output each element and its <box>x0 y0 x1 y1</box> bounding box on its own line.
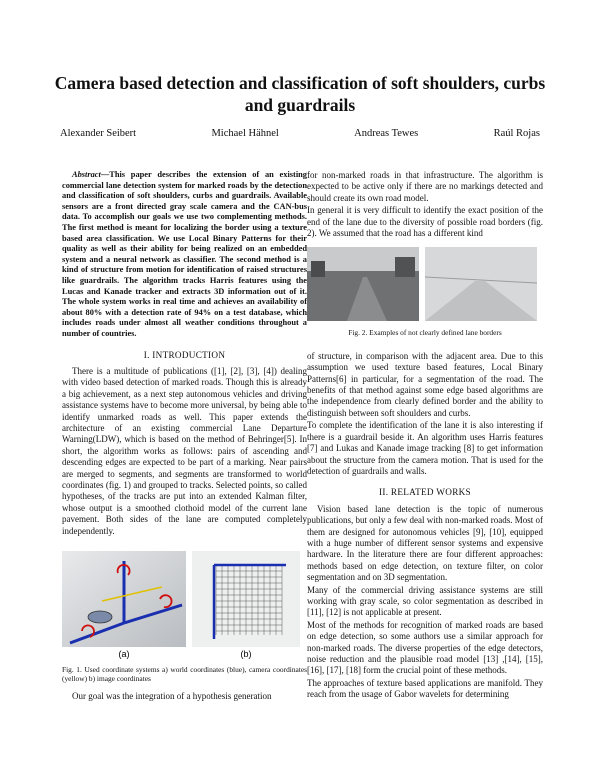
abstract-text: —This paper describes the extension of an existing commercial lane detection system for marked roads by the detection and classification of soft shoulders, curbs and guardrails. Available sensors are a front directed gray scale camera and the CAN-bus data. To accomplish our goals we use two complementing methods. The first method is meant for localizing the border using a texture based area classification. We use Local Binary Patterns for their quality as well as their ability for being realized on an embedded system and a neural network as classifier. The second method is a kind of structure from motion for identification of raised structures like guardrails. The algorithm tracks Harris features using the Lucas and Kanade tracker and extracts 3D information out of it. The whole system works in real time and achieves an availability of about 80% with a detection rate of 94% on a test database, which includes roads under almost all weather conditions throughout a number of countries. <box>62 170 307 338</box>
left-column <box>62 170 307 703</box>
abstract-label: Abstract <box>72 170 101 179</box>
related-paragraph-4: The approaches of texture based applications are manifold. They reach from the usage of Gabor wavelets for determining <box>307 677 543 700</box>
right-paragraph-1: for non-marked roads in that infrastructure. The algorithm is expected to be active only if there are no markings detected and should create its own road model. <box>307 170 543 203</box>
fig1a-label: (a) <box>118 649 130 659</box>
fig2-road-photo-1 <box>307 247 419 321</box>
related-paragraph-2: Many of the commercial driving assistance systems are still working with gray scale, so color segmentation as described in [11], [12] is not applicable at present. <box>307 584 543 618</box>
figure-2 <box>307 247 543 321</box>
section-heading-introduction: I. INTRODUCTION <box>143 349 226 360</box>
related-paragraph-3: Most of the methods for recognition of marked roads are based on edge detection, so some authors use a similar approach for non-marked roads. The diverse properties of the edge detectors, noise reduction and the plausible road model [13] ,[14], [15], [16], [17], [18] form the crucial point of these methods. <box>307 619 543 676</box>
fig1a-world-coordinates-image <box>62 551 186 659</box>
fig2-road-photo-2 <box>425 247 537 321</box>
paper-title: Camera based detection and classification of soft shoulders, curbs and guardrails <box>54 73 546 115</box>
intro-paragraph-2: Our goal was the integration of a hypothesis generation <box>72 691 272 701</box>
author-1: Alexander Seibert <box>60 128 137 139</box>
fig1b-image-coordinates <box>192 551 300 659</box>
author-2: Michael Hähnel <box>211 128 279 139</box>
author-list <box>60 128 540 139</box>
right-column <box>307 170 543 702</box>
figure-1-caption: Fig. 1. Used coordinate systems a) world coordinates (blue), camera coordinates (yellow) b) image coordinates <box>62 665 307 683</box>
right-paragraph-3: of structure, in comparison with the adjacent area. Due to this assumption we used texture based features, Local Binary Patterns[6] in particular, for a segmentation of the road. The benefits of that method against some edge based algorithms are the independence from clearly defined border and the ability to distinguish between soft shoulders and curbs. <box>307 350 543 418</box>
figure-2-caption: Fig. 2. Examples of not clearly defined lane borders <box>348 328 502 338</box>
right-paragraph-2: In general it is very difficult to identify the exact position of the end of the lane due to the diversity of possible road borders (fig. 2). We assumed that the road has a different kind <box>307 205 543 239</box>
abstract <box>62 170 307 340</box>
figure-1 <box>62 551 307 659</box>
author-4: Raúl Rojas <box>493 128 540 139</box>
intro-paragraph-1: There is a multitude of publications ([1], [2], [3], [4]) dealing with video based detection of marked roads. Though this is already a big achievement, as a next step autonomous vehicles and driving assistance systems have to become more universal, by being able to identify unmarked roads as well. This paper extends the architecture of an existing commercial Lane Departure Warning(LDW), which is based on the method of Behringer[5]. In short, the algorithm works as follows: pairs of ascending and descending edges are expected to be part of a marking. Near pairs are merged to segments, and segments are transformed to world coordinates (fig. 1) and grouped to tracks. Selected points, so called hypotheses, of the tracks are put into an extended Kalman filter, whose output is a smoothed clothoid model of the current lane pavement. Both sides of the lane are computed completely independently. <box>62 365 307 536</box>
section-heading-related-works: II. RELATED WORKS <box>379 487 471 498</box>
tree-left <box>311 261 325 277</box>
right-paragraph-4: To complete the identification of the lane it is also interesting if there is a guardrail beside it. An algorithm uses Harris features [7] and Lukas and Kanade image tracking [8] to get information about the structure from the camera motion. That is used for the detection of guardrails and walls. <box>307 420 543 476</box>
related-paragraph-1: Vision based lane detection is the topic of numerous publications, but only a few deal with non-marked roads. Most of them are designed for autonomous vehicles [9], [10], equipped with a huge number of different sensor systems and expensive hardware. In the literature there are four different approaches: methods based on edge detection, on texture filter, on color segmentation and on 3D segmentation. <box>307 503 543 583</box>
fig1b-label: (b) <box>240 649 252 659</box>
author-3: Andreas Tewes <box>354 128 419 139</box>
tree-right <box>395 257 415 277</box>
vehicle-shape <box>88 611 112 623</box>
